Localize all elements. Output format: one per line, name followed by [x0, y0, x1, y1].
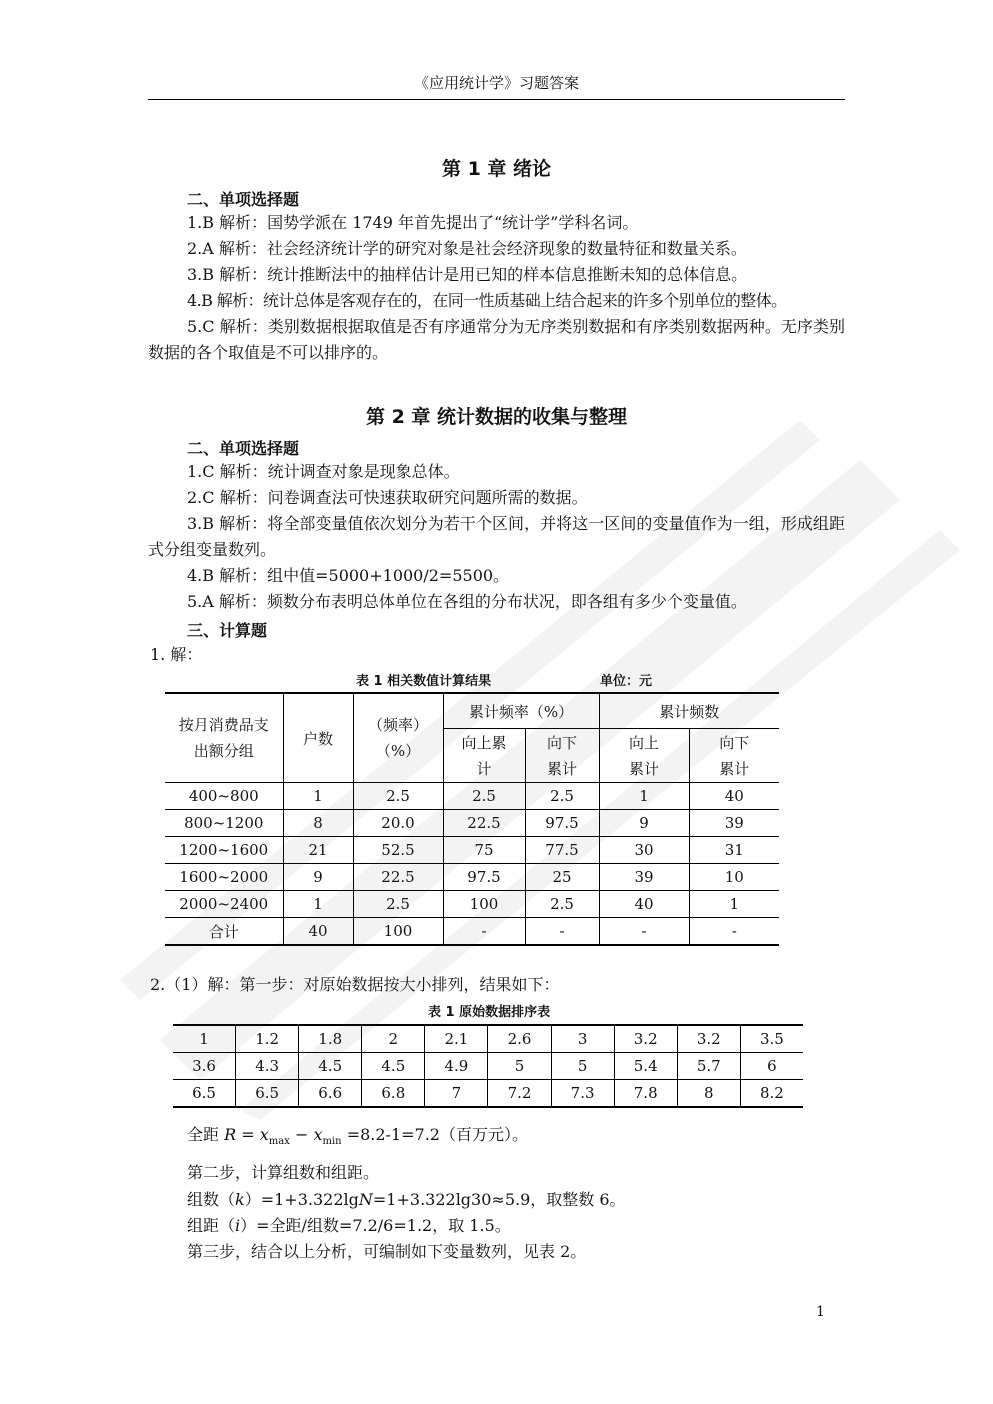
table-cell: 2.5	[525, 783, 599, 810]
table-cell: 9	[599, 810, 689, 837]
sorted-data-table	[173, 1024, 803, 1108]
group-count-formula: 组数（k）=1+3.322lgN=1+3.322lg30≈5.9，取整数 6。	[187, 1190, 626, 1209]
header-count: 户数	[283, 693, 353, 783]
table-cell: 25	[525, 864, 599, 891]
table-cell: 2.5	[353, 783, 443, 810]
calculation-section-heading: 三、计算题	[187, 621, 268, 640]
table-cell: 1.2	[236, 1025, 299, 1053]
header-upward: 向上累计	[443, 729, 525, 783]
table-cell: 6.8	[362, 1080, 425, 1108]
group-width-prefix: 组距（	[187, 1216, 236, 1235]
table-cell: 6.6	[299, 1080, 362, 1108]
table-cell: 4.5	[299, 1053, 362, 1080]
table-cell: 2000~2400	[165, 891, 283, 918]
table-cell: 6.5	[173, 1080, 236, 1108]
table-cell: 5.4	[614, 1053, 677, 1080]
table-cell: -	[443, 918, 525, 946]
table-cell: 40	[599, 891, 689, 918]
table-cell: 7	[425, 1080, 488, 1108]
table-cell: 2.5	[525, 891, 599, 918]
table-cell: 4.9	[425, 1053, 488, 1080]
table-cell: 21	[283, 837, 353, 864]
table-cell: 2	[362, 1025, 425, 1053]
header-upward: 向上累计	[599, 729, 689, 783]
chapter-2-answer: 4.B 解析：组中值=5000+1000/2=5500。	[187, 566, 510, 585]
running-header: 《应用统计学》习题答案	[148, 72, 845, 100]
table-row	[173, 1025, 803, 1053]
table-cell: -	[525, 918, 599, 946]
table-cell: 30	[599, 837, 689, 864]
table-row	[173, 1053, 803, 1080]
table-cell: 100	[443, 891, 525, 918]
question-2-label: 2.（1）解：第一步：对原始数据按大小排列，结果如下：	[150, 975, 560, 994]
chapter-2-answer: 2.C 解析：问卷调查法可快速获取研究问题所需的数据。	[187, 488, 588, 507]
table-cell: 7.2	[488, 1080, 551, 1108]
table-row	[165, 783, 779, 810]
table-cell: 8	[677, 1080, 740, 1108]
table-cell: 3	[551, 1025, 614, 1053]
table-cell: 97.5	[443, 864, 525, 891]
table-cell: 7.8	[614, 1080, 677, 1108]
table-cell: 22.5	[443, 810, 525, 837]
header-downward: 向下累计	[525, 729, 599, 783]
chapter-2-answer: 3.B 解析：将全部变量值依次划分为若干个区间，并将这一区间的变量值作为一组，形成组距式分组变量数列。	[148, 514, 845, 559]
table-1-unit: 单位：元	[600, 674, 653, 689]
table-cell: 9	[283, 864, 353, 891]
table-cell: 1	[173, 1025, 236, 1053]
chapter-1-answer: 4.B 解析：统计总体是客观存在的，在同一性质基础上结合起来的许多个别单位的整体。	[187, 291, 787, 310]
table-cell: 52.5	[353, 837, 443, 864]
table-cell: 39	[689, 810, 779, 837]
page-number: 1	[816, 1304, 825, 1320]
group-count-prefix: 组数（	[187, 1190, 236, 1209]
table-cell: 10	[689, 864, 779, 891]
table-cell: 800~1200	[165, 810, 283, 837]
table-cell: 40	[689, 783, 779, 810]
chapter-1-answer: 2.A 解析：社会经济统计学的研究对象是社会经济现象的数量特征和数量关系。	[187, 239, 747, 258]
table-cell: 8	[283, 810, 353, 837]
chapter-1-answer: 5.C 解析：类别数据根据取值是否有序通常分为无序类别数据和有序类别数据两种。无序类别数据的各个取值是不可以排序的。	[148, 317, 845, 362]
group-count-result: =1+3.322lg30≈5.9，取整数 6。	[372, 1190, 626, 1209]
chapter-2-section-heading: 二、单项选择题	[187, 439, 300, 458]
table-cell: -	[689, 918, 779, 946]
table-cell: 22.5	[353, 864, 443, 891]
table-cell: 1.8	[299, 1025, 362, 1053]
group-width-formula: 组距（i）=全距/组数=7.2/6=1.2，取 1.5。	[187, 1216, 511, 1235]
header-group: 按月消费品支出额分组	[165, 693, 283, 783]
table-cell: 2.1	[425, 1025, 488, 1053]
header-downward: 向下累计	[689, 729, 779, 783]
table-cell: 合计	[165, 918, 283, 946]
table-cell: 1200~1600	[165, 837, 283, 864]
chapter-2-answer: 1.C 解析：统计调查对象是现象总体。	[187, 462, 460, 481]
frequency-table	[165, 692, 779, 946]
table-cell: 5.7	[677, 1053, 740, 1080]
range-formula: 全距 $R = x_{max} - x_{min} =8.2-1=7.2$（百万元）。	[187, 1125, 528, 1148]
header-cumulative-count: 累计频数	[599, 693, 779, 729]
table-cell: 31	[689, 837, 779, 864]
table-cell: 3.2	[677, 1025, 740, 1053]
table-cell: -	[599, 918, 689, 946]
range-result: =8.2-1=7.2（百万元）。	[346, 1125, 528, 1144]
table-cell: 1	[599, 783, 689, 810]
chapter-2-answer: 5.A 解析：频数分布表明总体单位在各组的分布状况，即各组有多少个变量值。	[187, 592, 747, 611]
table-cell: 7.3	[551, 1080, 614, 1108]
table-row	[165, 837, 779, 864]
step-3-text: 第三步，结合以上分析，可编制如下变量数列，见表 2。	[187, 1242, 587, 1261]
table-cell: 3.6	[173, 1053, 236, 1080]
table-cell: 97.5	[525, 810, 599, 837]
table-cell: 2.5	[353, 891, 443, 918]
table-cell: 3.5	[740, 1025, 803, 1053]
table-cell: 39	[599, 864, 689, 891]
step-2-text: 第二步，计算组数和组距。	[187, 1163, 380, 1182]
table-cell: 100	[353, 918, 443, 946]
chapter-1-title: 第 1 章 绪论	[441, 158, 552, 180]
table-cell: 2.6	[488, 1025, 551, 1053]
table-2-caption: 表 1 原始数据排序表	[428, 1005, 551, 1020]
table-row	[165, 891, 779, 918]
table-cell: 1	[283, 891, 353, 918]
table-cell: 4.5	[362, 1053, 425, 1080]
chapter-1-answer: 3.B 解析：统计推断法中的抽样估计是用已知的样本信息推断未知的总体信息。	[187, 265, 748, 284]
table-row	[173, 1080, 803, 1108]
table-cell: 400~800	[165, 783, 283, 810]
table-cell: 20.0	[353, 810, 443, 837]
table-cell: 1	[689, 891, 779, 918]
table-cell: 6	[740, 1053, 803, 1080]
table-cell: 5	[551, 1053, 614, 1080]
table-cell: 40	[283, 918, 353, 946]
header-cumulative-frequency: 累计频率（%）	[443, 693, 599, 729]
chapter-1-answer: 1.B 解析：国势学派在 1749 年首先提出了“统计学”学科名词。	[187, 213, 639, 232]
group-count-mid: ）=1+3.322lg	[244, 1190, 359, 1209]
question-1-label: 1. 解：	[150, 645, 203, 664]
table-row-total	[165, 918, 779, 946]
header-frequency: （频率）（%）	[353, 693, 443, 783]
range-prefix: 全距	[187, 1125, 220, 1144]
table-cell: 75	[443, 837, 525, 864]
group-width-result: ）=全距/组数=7.2/6=1.2，取 1.5。	[240, 1216, 511, 1235]
table-cell: 2.5	[443, 783, 525, 810]
table-cell: 8.2	[740, 1080, 803, 1108]
table-cell: 77.5	[525, 837, 599, 864]
table-row	[165, 810, 779, 837]
table-cell: 1600~2000	[165, 864, 283, 891]
table-cell: 5	[488, 1053, 551, 1080]
table-1-caption: 表 1 相关数值计算结果	[356, 674, 492, 689]
table-cell: 3.2	[614, 1025, 677, 1053]
chapter-1-section-heading: 二、单项选择题	[187, 190, 300, 209]
chapter-2-title: 第 2 章 统计数据的收集与整理	[365, 406, 628, 428]
table-cell: 4.3	[236, 1053, 299, 1080]
table-cell: 1	[283, 783, 353, 810]
table-row	[165, 864, 779, 891]
table-cell: 6.5	[236, 1080, 299, 1108]
